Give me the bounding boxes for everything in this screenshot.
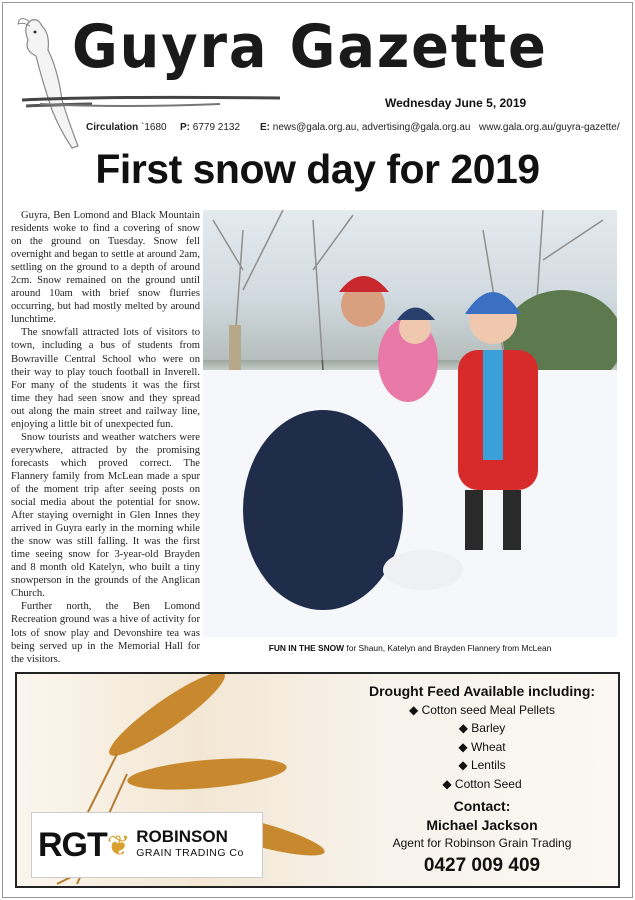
- caption-bold: FUN IN THE SNOW: [268, 643, 345, 653]
- email-label: E:: [260, 122, 270, 133]
- phone-label: P:: [180, 122, 190, 133]
- ad-title: Drought Feed Available including:: [368, 683, 596, 699]
- email-value[interactable]: news@gala.org.au, advertising@gala.org.au: [272, 122, 471, 133]
- article-paragraph: Guyra, Ben Lomond and Black Mountain residents woke to find a covering of snow on the ground on Tuesday. Snow fell overnight and began to settle at around 2am, settling on the ground to a depth of around 2cm. Snow remained on the ground until around 10am with brief snow flurries occurring, but had mostly melted by around lunchtime.: [11, 210, 200, 326]
- contact-label: Contact:: [453, 798, 511, 814]
- drought-feed-ad: [15, 672, 620, 888]
- contact-phone[interactable]: 0427 009 409: [423, 854, 541, 876]
- contact-name: Michael Jackson: [426, 816, 538, 833]
- logo-name: ROBINSON: [136, 827, 228, 846]
- ad-item: ◆ Cotton Seed: [442, 776, 522, 791]
- ad-item: ◆ Barley: [458, 721, 506, 735]
- caption-text: for Shaun, Katelyn and Brayden Flannery from McLean: [344, 643, 552, 653]
- article-paragraph: The snowfall attracted lots of visitors to town, including a bus of students from Bowraville Central School who were on their way to play touch football in Inverell. For many of the students it was the first time they had seen snow and they spread out along the main street and railway line, enjoying a little bit of unexpected fun.: [11, 327, 200, 430]
- logo-mark: RGT: [38, 825, 107, 864]
- website-link[interactable]: www.gala.org.au/guyra-gazette/: [479, 122, 620, 133]
- circulation-label: Circulation: [86, 122, 139, 133]
- snow-family-photo: [203, 210, 617, 637]
- circulation-value: `1680: [141, 122, 167, 133]
- article-body: [11, 209, 200, 666]
- contact-role: Agent for Robinson Grain Trading: [392, 836, 572, 850]
- branch-icon: [20, 92, 290, 112]
- issue-date: Wednesday June 5, 2019: [385, 96, 527, 110]
- email: [260, 122, 470, 133]
- circulation: [86, 122, 167, 133]
- ad-item: ◆ Cotton seed Meal Pellets: [409, 702, 555, 717]
- wheat-icon: ❦: [106, 829, 131, 861]
- article-paragraph: Snow tourists and weather watchers were everywhere, attracted by the promising forecasts which proved correct. The Flannery family from McLean made a spur of the moment trip after seeing posts on social media about the potential for snow. After staying overnight in Glen Innes they arrived in Guyra early in the morning while the snow was still falling. It was the first time seeing snow for 3-year-old Brayden and 8 month old Katelyn, who built a tiny snowperson in the grounds of the Anglican Church.: [11, 431, 200, 600]
- rgt-logo: [31, 812, 263, 878]
- phone-value: 6779 2132: [192, 122, 241, 133]
- phone: [180, 122, 240, 133]
- photo-caption: [203, 643, 617, 653]
- headline: First snow day for 2019: [95, 146, 540, 192]
- ad-item: ◆ Wheat: [458, 739, 506, 754]
- masthead-title: Guyra Gazette: [72, 12, 548, 82]
- ad-item: ◆ Lentils: [458, 758, 506, 772]
- logo-sub: GRAIN TRADING Co: [136, 847, 244, 859]
- article-paragraph: Further north, the Ben Lomond Recreation ground was a hive of activity for lots of snow play and Devonshire tea was being served up in the Memorial Hall for the visitors.: [11, 601, 200, 665]
